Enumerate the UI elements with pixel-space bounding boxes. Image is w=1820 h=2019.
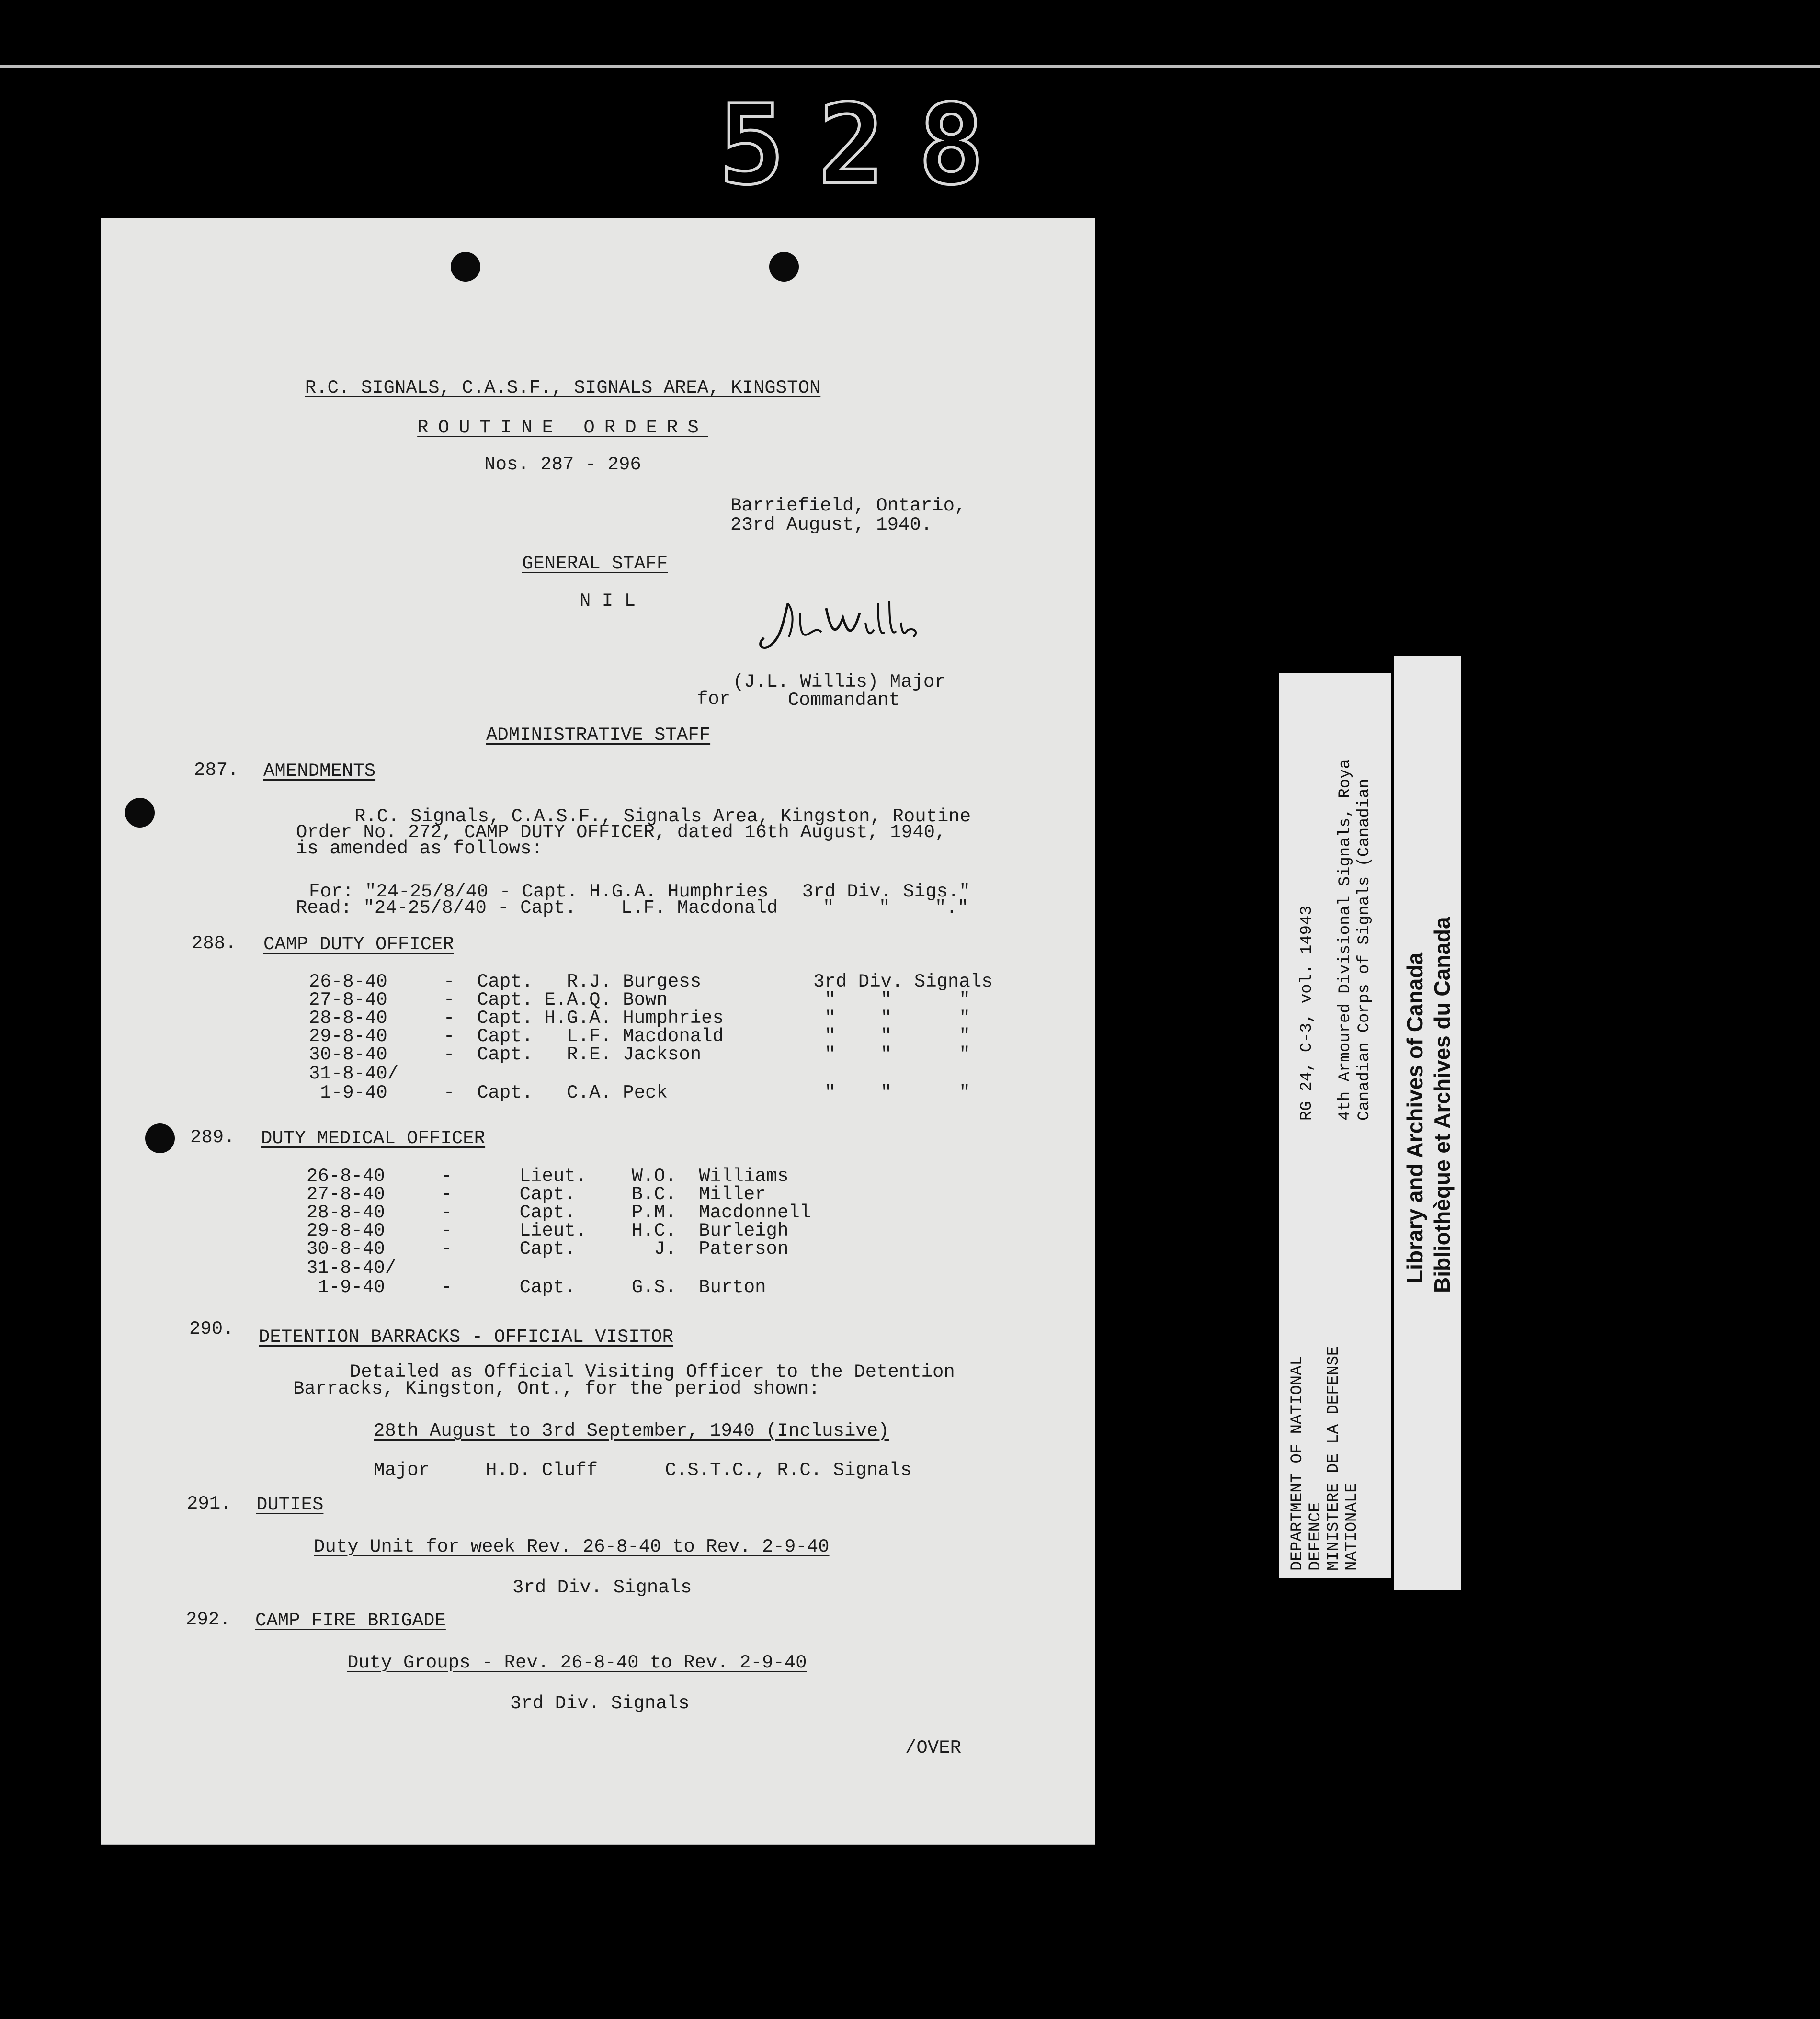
punch-hole	[125, 798, 155, 828]
roster-row: 28-8-40 - Capt. H.G.A. Humphries " " "	[309, 1008, 970, 1029]
amendment-read: Read: "24-25/8/40 - Capt. L.F. Macdonald " " "."	[296, 897, 969, 919]
roster-row: 30-8-40 - Capt. R.E. Jackson " " "	[309, 1044, 970, 1065]
duty-unit: 3rd Div. Signals	[510, 1693, 690, 1714]
order-title: AMENDMENTS	[263, 760, 376, 782]
visiting-officer: Major H.D. Cluff C.S.T.C., R.C. Signals	[374, 1460, 912, 1481]
punch-hole	[451, 252, 480, 282]
duty-unit: 3rd Div. Signals	[512, 1577, 692, 1598]
duty-period: Duty Unit for week Rev. 26-8-40 to Rev. 2-9-40	[314, 1536, 830, 1557]
signature-drawing	[754, 594, 936, 656]
dept-line: MINISTERE DE LA DEFENSE	[1325, 1346, 1343, 1571]
date: 23rd August, 1940.	[730, 514, 933, 535]
lac-name-fr: Bibliothèque et Archives du Canada	[1430, 917, 1455, 1293]
order-numbers: Nos. 287 - 296	[484, 454, 641, 475]
amendment-for: For: "24-25/8/40 - Capt. H.G.A. Humphries 3rd Div. Sigs."	[309, 881, 970, 902]
page-over: /OVER	[905, 1737, 962, 1758]
signatory-for: for	[697, 689, 731, 710]
roster-row: 1-9-40 - Capt. G.S. Burton	[307, 1277, 766, 1298]
order-number: 291.	[187, 1493, 232, 1514]
document-title: ROUTINE ORDERS	[417, 417, 708, 438]
order-title: DUTIES	[256, 1494, 324, 1515]
archive-description: 4th Armoured Divisional Signals, Roya	[1336, 759, 1354, 1121]
order-title: CAMP FIRE BRIGADE	[255, 1610, 446, 1631]
order-title: DETENTION BARRACKS - OFFICIAL VISITOR	[259, 1327, 673, 1348]
frame-number: 528	[718, 81, 1018, 209]
order-number: 290.	[189, 1318, 234, 1339]
duty-period: Duty Groups - Rev. 26-8-40 to Rev. 2-9-40	[347, 1652, 807, 1673]
order-text: Barracks, Kingston, Ont., for the period shown:	[293, 1378, 820, 1399]
order-text: is amended as follows:	[296, 838, 543, 859]
order-text: Order No. 272, CAMP DUTY OFFICER, dated 16th August, 1940,	[296, 822, 946, 843]
document-heading: R.C. SIGNALS, C.A.S.F., SIGNALS AREA, KINGSTON	[305, 377, 821, 398]
order-title: CAMP DUTY OFFICER	[263, 934, 454, 955]
admin-staff-heading: ADMINISTRATIVE STAFF	[486, 725, 711, 746]
signature	[754, 594, 936, 656]
archive-description: Canadian Corps of Signals (Canadian	[1355, 778, 1374, 1121]
lac-name-en: Library and Archives of Canada	[1402, 952, 1427, 1283]
order-text: Detailed as Official Visiting Officer to the Detention	[350, 1361, 955, 1383]
order-number: 288.	[192, 933, 237, 954]
archive-reference: RG 24, C-3, vol. 14943	[1298, 906, 1316, 1121]
order-number: 292.	[186, 1609, 231, 1630]
place: Barriefield, Ontario,	[730, 495, 966, 516]
order-number: 289.	[190, 1127, 235, 1148]
visit-period: 28th August to 3rd September, 1940 (Inclusive)	[374, 1420, 889, 1441]
roster-row: 1-9-40 - Capt. C.A. Peck " " "	[309, 1082, 970, 1103]
general-staff-heading: GENERAL STAFF	[522, 553, 668, 574]
order-number: 287.	[194, 760, 239, 781]
roster-row: 31-8-40/	[307, 1258, 397, 1279]
signatory-role: Commandant	[788, 690, 900, 711]
order-title: DUTY MEDICAL OFFICER	[261, 1128, 486, 1149]
dept-line: DEFENCE	[1307, 1502, 1325, 1571]
roster-row: 28-8-40 - Capt. P.M. Macdonnell	[307, 1202, 811, 1223]
roster-row: 30-8-40 - Capt. J. Paterson	[307, 1238, 789, 1259]
roster-row: 26-8-40 - Capt. R.J. Burgess 3rd Div. Signals	[309, 971, 993, 992]
punch-hole	[145, 1123, 175, 1153]
punch-hole	[769, 252, 799, 282]
roster-row: 27-8-40 - Capt. B.C. Miller	[307, 1184, 766, 1205]
general-staff-nil: N I L	[580, 590, 636, 612]
order-text: R.C. Signals, C.A.S.F., Signals Area, Kingston, Routine	[354, 806, 971, 827]
signatory-name: (J.L. Willis) Major	[733, 671, 946, 692]
roster-row: 29-8-40 - Capt. L.F. Macdonald " " "	[309, 1026, 970, 1047]
roster-row: 31-8-40/	[309, 1063, 399, 1084]
roster-row: 27-8-40 - Capt. E.A.Q. Bown " " "	[309, 989, 970, 1010]
roster-row: 29-8-40 - Lieut. H.C. Burleigh	[307, 1220, 789, 1241]
dept-line: DEPARTMENT OF NATIONAL	[1288, 1356, 1307, 1571]
roster-row: 26-8-40 - Lieut. W.O. Williams	[307, 1166, 789, 1187]
dept-line: NATIONALE	[1343, 1483, 1361, 1571]
film-edge	[0, 65, 1820, 68]
